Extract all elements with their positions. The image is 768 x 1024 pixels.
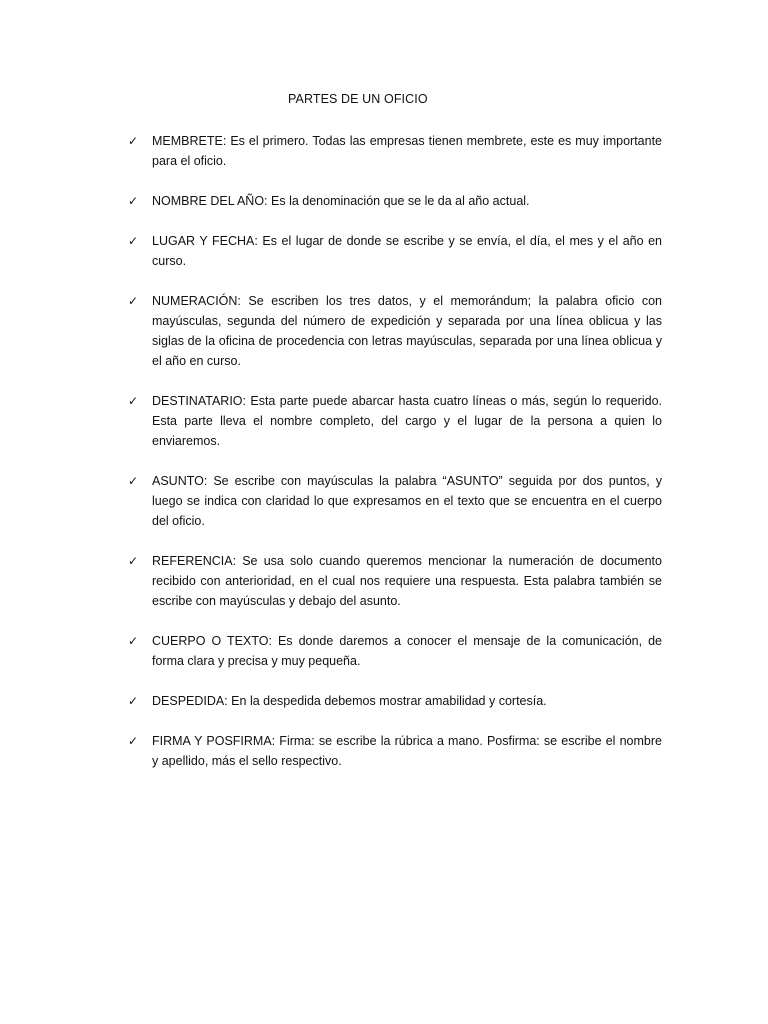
document-title: PARTES DE UN OFICIO <box>288 92 428 106</box>
list-item-text: REFERENCIA: Se usa solo cuando queremos mencionar la numeración de documento recibido con anterioridad, en el cual nos requiere una respuesta. Esta palabra también se escribe con mayúsculas y debajo del asunto. <box>152 554 662 608</box>
list-item-text: NUMERACIÓN: Se escriben los tres datos, y el memorándum; la palabra oficio con mayúsculas, segunda del número de expedición y separada por una línea oblicua y las siglas de la oficina de procedencia con letras mayúsculas, separada por una línea oblicua y el año en curso. <box>152 294 662 368</box>
list-item <box>128 231 662 271</box>
list-item-text: DESTINATARIO: Esta parte puede abarcar hasta cuatro líneas o más, según lo requerido. Esta parte lleva el nombre completo, del cargo y el lugar de la persona a quien lo enviaremos. <box>152 394 662 448</box>
list-item-text: CUERPO O TEXTO: Es donde daremos a conocer el mensaje de la comunicación, de forma clara y precisa y muy pequeña. <box>152 634 662 668</box>
checkmark-icon: ✓ <box>128 194 139 208</box>
list-item <box>128 391 662 451</box>
list-item-text: NOMBRE DEL AÑO: Es la denominación que se le da al año actual. <box>152 194 530 208</box>
list-item <box>128 691 662 711</box>
checkmark-icon: ✓ <box>128 234 139 248</box>
list-item <box>128 631 662 671</box>
list-item-text: MEMBRETE: Es el primero. Todas las empresas tienen membrete, este es muy importante para el oficio. <box>152 134 662 168</box>
checkmark-icon: ✓ <box>128 694 139 708</box>
checkmark-icon: ✓ <box>128 134 139 148</box>
list-item-text: LUGAR Y FECHA: Es el lugar de donde se escribe y se envía, el día, el mes y el año en curso. <box>152 234 662 268</box>
list-item-text: FIRMA Y POSFIRMA: Firma: se escribe la rúbrica a mano. Posfirma: se escribe el nombre y apellido, más el sello respectivo. <box>152 734 662 768</box>
list-item <box>128 191 662 211</box>
checkmark-icon: ✓ <box>128 474 139 488</box>
list-item <box>128 471 662 531</box>
checkmark-icon: ✓ <box>128 634 139 648</box>
list-item <box>128 291 662 371</box>
checkmark-icon: ✓ <box>128 734 139 748</box>
list-item <box>128 551 662 611</box>
list-item <box>128 731 662 771</box>
checkmark-icon: ✓ <box>128 554 139 568</box>
list-item-text: DESPEDIDA: En la despedida debemos mostrar amabilidad y cortesía. <box>152 694 547 708</box>
list-item <box>128 131 662 171</box>
parts-list <box>128 131 662 791</box>
checkmark-icon: ✓ <box>128 294 139 308</box>
list-item-text: ASUNTO: Se escribe con mayúsculas la palabra “ASUNTO” seguida por dos puntos, y luego se indica con claridad lo que expresamos en el texto que se encuentra en el cuerpo del oficio. <box>152 474 662 528</box>
checkmark-icon: ✓ <box>128 394 139 408</box>
